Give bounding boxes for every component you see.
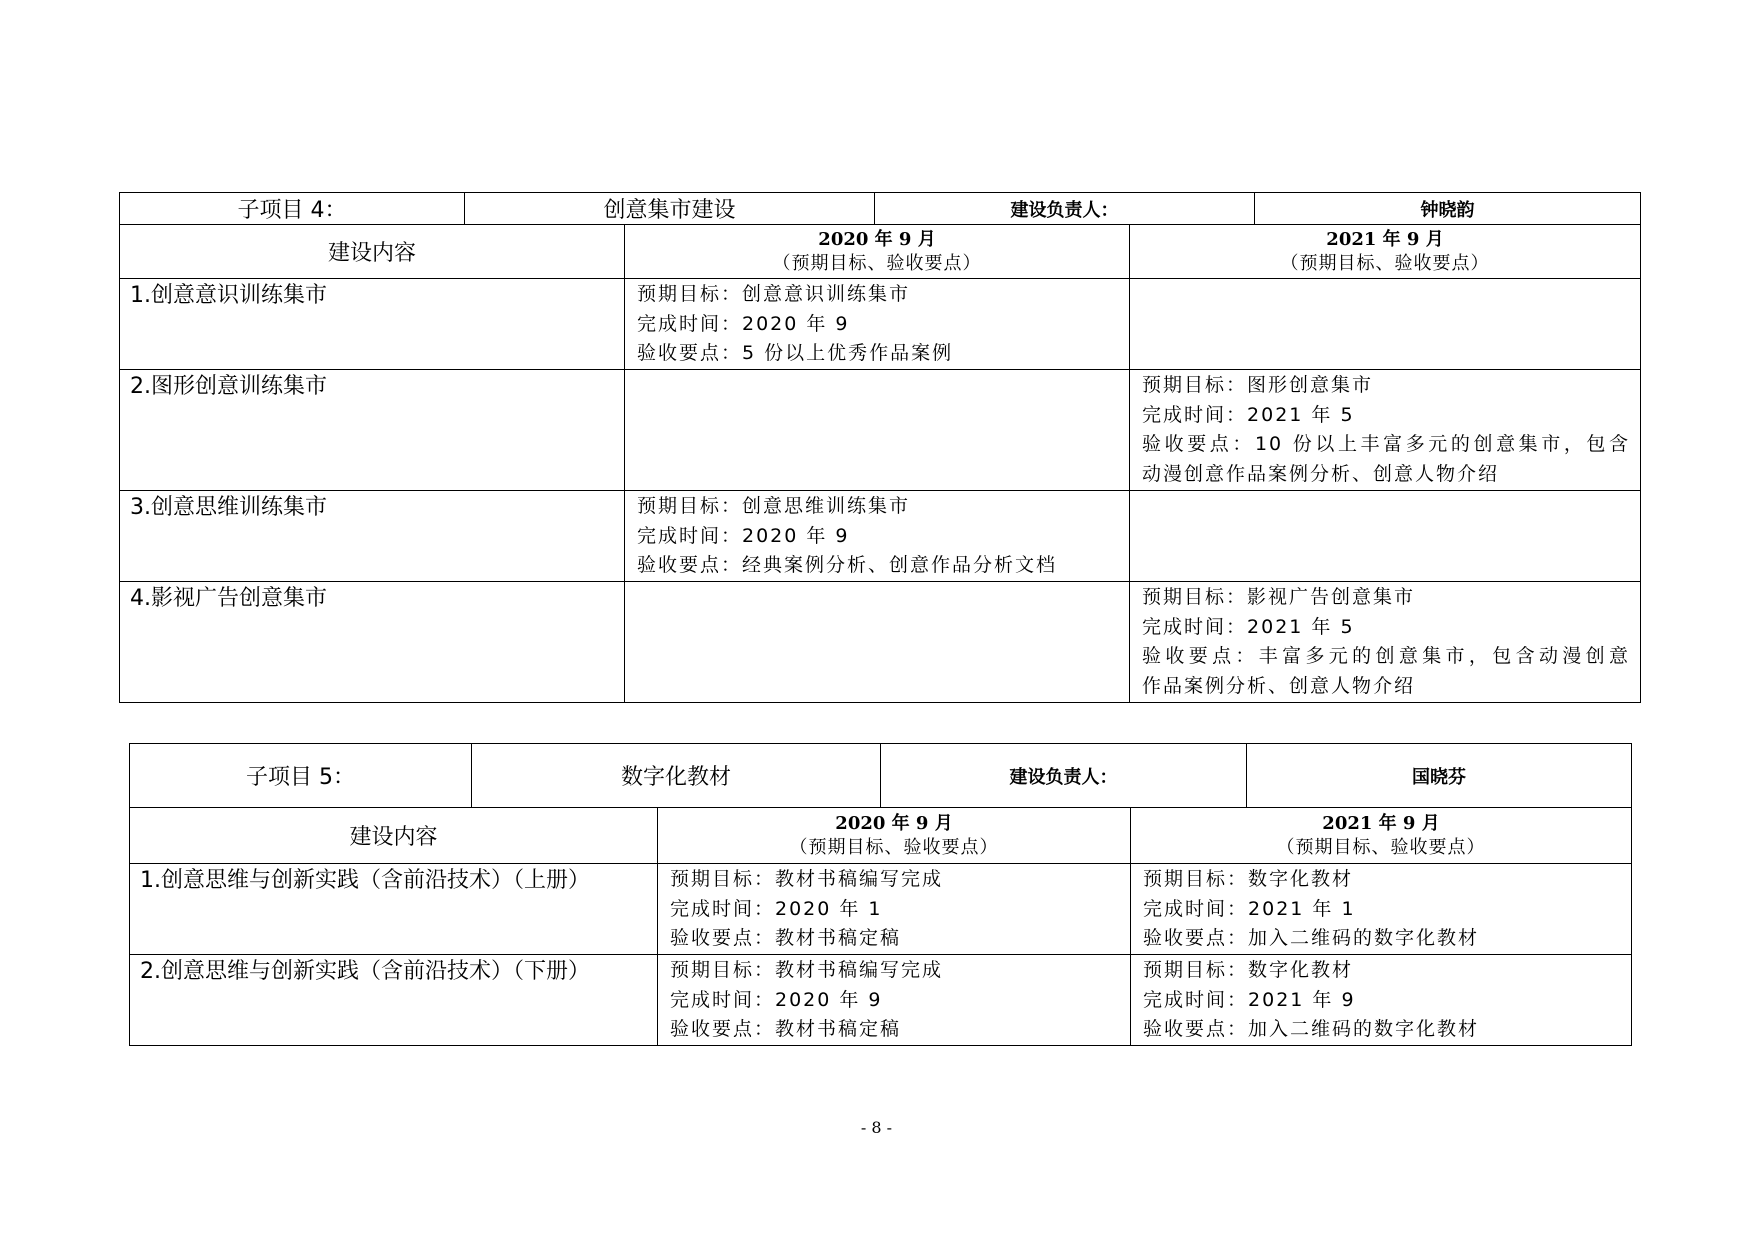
table-row [130, 955, 1632, 1046]
row-2021-cell [1130, 491, 1641, 582]
row-2021-cell [1130, 582, 1641, 703]
cell-line: 预期目标：影视广告创意集市 [1142, 586, 1416, 608]
row-item: 2.创意思维与创新实践（含前沿技术）（下册） [130, 955, 658, 1046]
cell-line: 验收要点：丰富多元的创意集市，包含动漫创意 [1142, 645, 1631, 667]
cell-line: 验收要点：10 份以上丰富多元的创意集市，包含 [1142, 433, 1631, 455]
cell-line: 完成时间：2021 年 5 [1142, 403, 1355, 426]
column-header-2021 [1130, 225, 1641, 279]
row-2021-cell [1131, 955, 1632, 1046]
owner-label: 建设负责人： [875, 193, 1255, 225]
row-item: 4.影视广告创意集市 [120, 582, 625, 703]
page-number: - 8 - [860, 1118, 893, 1137]
header-date-2020: 2020 年 9 月 [818, 228, 936, 250]
cell-line: 验收要点：教材书稿定稿 [670, 1018, 902, 1040]
column-header-2020 [658, 808, 1131, 864]
cell-line: 预期目标：数字化教材 [1143, 868, 1354, 890]
table-row [120, 370, 1641, 491]
column-header-content: 建设内容 [130, 808, 658, 864]
cell-line: 作品案例分析、创意人物介绍 [1142, 674, 1416, 697]
row-2020-cell [625, 582, 1130, 703]
header-date-2021: 2021 年 9 月 [1326, 228, 1444, 250]
cell-line: 预期目标：数字化教材 [1143, 959, 1354, 981]
cell-line: 完成时间：2021 年 9 [1143, 988, 1356, 1011]
subproject-4-table [119, 192, 1641, 703]
table-row [120, 582, 1641, 703]
cell-line: 验收要点：经典案例分析、创意作品分析文档 [637, 554, 1058, 576]
subproject-label: 子项目 5： [130, 744, 472, 808]
cell-line: 完成时间：2020 年 9 [637, 524, 850, 547]
header-date-2020: 2020 年 9 月 [835, 812, 953, 834]
cell-line: 预期目标：创意思维训练集市 [637, 495, 911, 517]
column-header-2021 [1131, 808, 1632, 864]
subproject-title: 数字化教材 [472, 744, 881, 808]
table-row [120, 491, 1641, 582]
owner-label: 建设负责人： [881, 744, 1247, 808]
cell-line: 验收要点：加入二维码的数字化教材 [1143, 1018, 1480, 1040]
table-row [130, 864, 1632, 955]
cell-line: 完成时间：2021 年 5 [1142, 615, 1355, 638]
header-sub-2021: （预期目标、验收要点） [1280, 252, 1490, 274]
cell-line: 预期目标：图形创意集市 [1142, 374, 1374, 396]
row-item: 1.创意意识训练集市 [120, 279, 625, 370]
cell-line: 验收要点：加入二维码的数字化教材 [1143, 927, 1480, 949]
row-2021-cell [1130, 279, 1641, 370]
subproject-title: 创意集市建设 [465, 193, 875, 225]
row-item: 3.创意思维训练集市 [120, 491, 625, 582]
cell-line: 动漫创意作品案例分析、创意人物介绍 [1142, 462, 1500, 485]
cell-line: 完成时间：2020 年 1 [670, 897, 883, 920]
row-2020-cell [625, 491, 1130, 582]
cell-line: 完成时间：2020 年 9 [637, 312, 850, 335]
cell-line: 完成时间：2021 年 1 [1143, 897, 1356, 920]
column-header-2020 [625, 225, 1130, 279]
subproject-label: 子项目 4： [120, 193, 465, 225]
cell-line: 预期目标：创意意识训练集市 [637, 283, 911, 305]
header-sub-2020: （预期目标、验收要点） [789, 836, 999, 858]
header-date-2021: 2021 年 9 月 [1322, 812, 1440, 834]
cell-line: 预期目标：教材书稿编写完成 [670, 868, 944, 890]
row-item: 2.图形创意训练集市 [120, 370, 625, 491]
row-2021-cell [1131, 864, 1632, 955]
column-header-content: 建设内容 [120, 225, 625, 279]
owner-name: 钟晓韵 [1255, 193, 1641, 225]
row-2020-cell [658, 955, 1131, 1046]
row-2020-cell [658, 864, 1131, 955]
row-2020-cell [625, 279, 1130, 370]
cell-line: 预期目标：教材书稿编写完成 [670, 959, 944, 981]
row-2021-cell [1130, 370, 1641, 491]
cell-line: 完成时间：2020 年 9 [670, 988, 883, 1011]
cell-line: 验收要点：5 份以上优秀作品案例 [637, 342, 954, 364]
header-sub-2021: （预期目标、验收要点） [1276, 836, 1486, 858]
header-sub-2020: （预期目标、验收要点） [772, 252, 982, 274]
subproject-5-table [129, 743, 1632, 1046]
row-item: 1.创意思维与创新实践（含前沿技术）（上册） [130, 864, 658, 955]
row-2020-cell [625, 370, 1130, 491]
cell-line: 验收要点：教材书稿定稿 [670, 927, 902, 949]
owner-name: 国晓芬 [1247, 744, 1632, 808]
table-row [120, 279, 1641, 370]
